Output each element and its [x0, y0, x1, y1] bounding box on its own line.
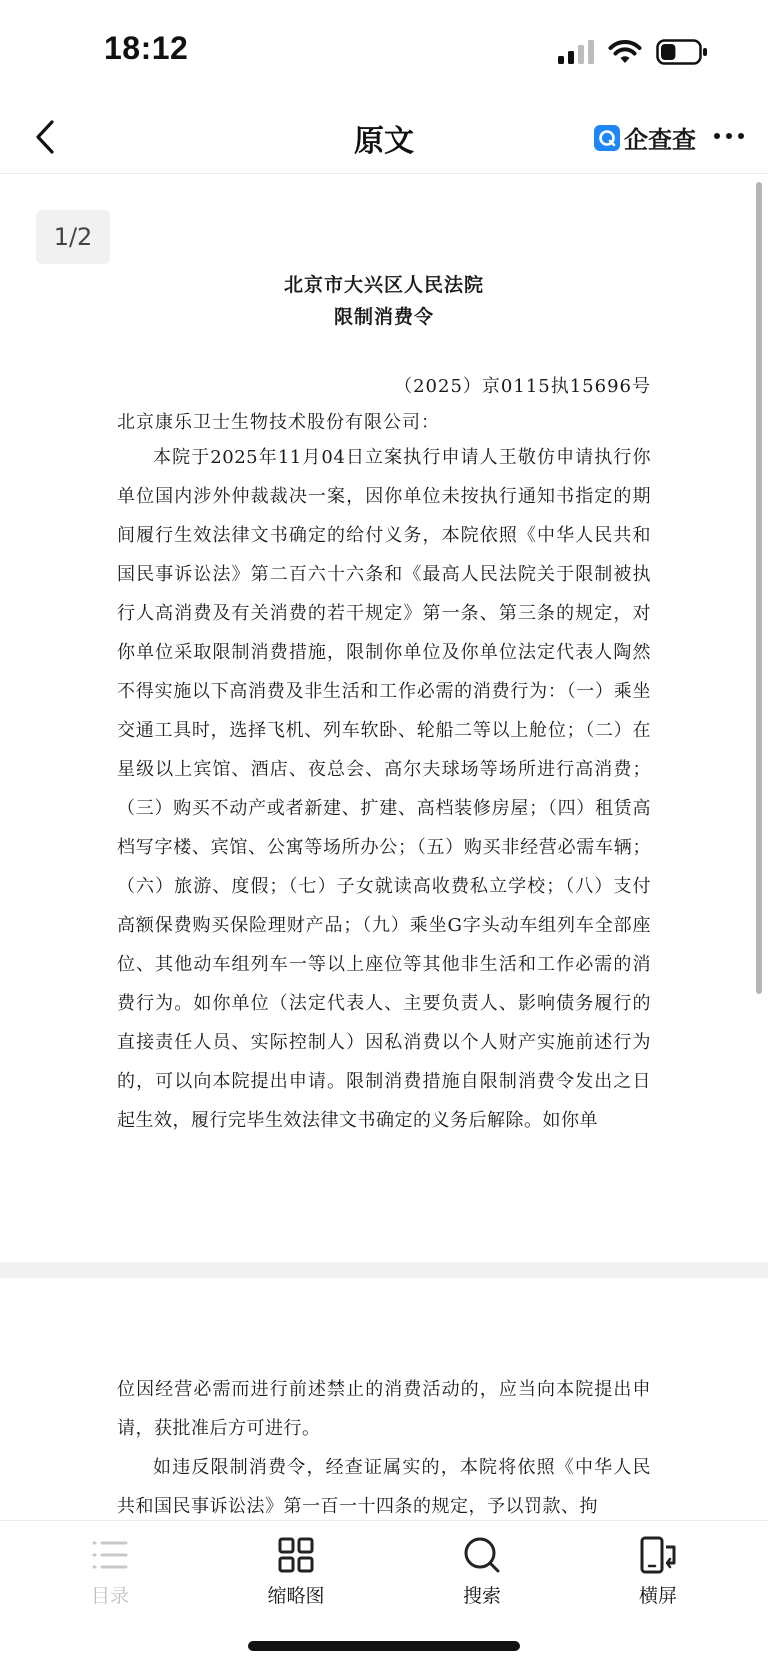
- thumbnail-button[interactable]: [241, 1535, 351, 1608]
- scrollbar[interactable]: [756, 182, 762, 994]
- home-indicator: [248, 1641, 520, 1651]
- toc-button[interactable]: [55, 1535, 165, 1608]
- landscape-label: 横屏: [638, 1585, 677, 1607]
- landscape-button[interactable]: [603, 1535, 713, 1608]
- page-divider: [0, 1262, 768, 1278]
- thumbnail-label: 缩略图: [267, 1585, 325, 1607]
- order-paragraph-2: 如违反限制消费令，经查证属实的，本院将依照《中华人民共和国民事诉讼法》第一百一十四条的规定，予以罚款、拘: [117, 1457, 651, 1517]
- brand-logo[interactable]: [594, 120, 696, 155]
- search-icon: [462, 1535, 502, 1575]
- more-dot-icon: [738, 133, 744, 139]
- page-title: 原文: [354, 124, 414, 159]
- toc-label: 目录: [90, 1585, 129, 1607]
- rotate-screen-icon: [638, 1535, 678, 1575]
- search-label: 搜索: [462, 1585, 501, 1607]
- more-dot-icon: [714, 133, 720, 139]
- cellular-signal-icon: [558, 40, 594, 64]
- document-type: 限制消费令: [333, 306, 434, 328]
- search-button[interactable]: [427, 1535, 537, 1608]
- nav-bar: [0, 100, 768, 174]
- bottom-toolbar: [0, 1520, 768, 1624]
- status-bar: [0, 0, 768, 100]
- order-paragraph-1: 本院于2025年11月04日立案执行申请人王敬仿申请执行你单位国内涉外仲裁裁决一案，因你单位未按执行通知书指定的期间履行生效法律文书确定的给付义务，本院依照《中华人民共和国民事诉讼法》第二百六十六条和《最高人民法院关于限制被执行人高消费及有关消费的若干规定》第一条、第三条的规定，对你单位采取限制消费措施，限制你单位及你单位法定代表人陶然不得实施以下高消费及非生活和工作必需的消费行为：（一）乘坐交通工具时，选择飞机、列车软卧、轮船二等以上舱位；（二）在星级以上宾馆、酒店、夜总会、高尔夫球场等场所进行高消费；（三）购买不动产或者新建、扩建、高档装修房屋；（四）租赁高档写字楼、宾馆、公寓等场所办公；（五）购买非经营必需车辆；（六）旅游、度假；（七）子女就读高收费私立学校；（八）支付高额保费购买保险理财产品；（九）乘坐G字头动车组列车全部座位、其他动车组列车一等以上座位等其他非生活和工作必需的消费行为。如你单位（法定代表人、主要负责人、影响债务履行的直接责任人员、实际控制人）因私消费以个人财产实施前述行为的，可以向本院提出申请。限制消费措施自限制消费令发出之日起生效，履行完毕生效法律文书确定的义务后解除。如你单: [117, 447, 651, 1131]
- qichacha-logo-icon: [594, 125, 620, 151]
- page-indicator: 1/2: [36, 210, 110, 264]
- status-icons: [558, 38, 708, 66]
- brand-name: 企查查: [624, 126, 696, 154]
- court-name: 北京市大兴区人民法院: [283, 274, 484, 296]
- back-button[interactable]: [22, 114, 68, 160]
- battery-icon: [656, 39, 708, 65]
- wifi-icon: [608, 39, 642, 65]
- case-number: （2025）京0115执15696号: [394, 376, 651, 397]
- chevron-left-icon: [33, 119, 57, 155]
- grid-icon: [276, 1535, 316, 1575]
- more-button[interactable]: [706, 120, 752, 152]
- addressee: 北京康乐卫士生物技术股份有限公司：: [117, 412, 440, 433]
- list-icon: [90, 1535, 130, 1575]
- more-dot-icon: [726, 133, 732, 139]
- order-paragraph-1-continued: 位因经营必需而进行前述禁止的消费活动的，应当向本院提出申请，获批准后方可进行。: [117, 1379, 651, 1439]
- status-time: 18:12: [104, 30, 189, 66]
